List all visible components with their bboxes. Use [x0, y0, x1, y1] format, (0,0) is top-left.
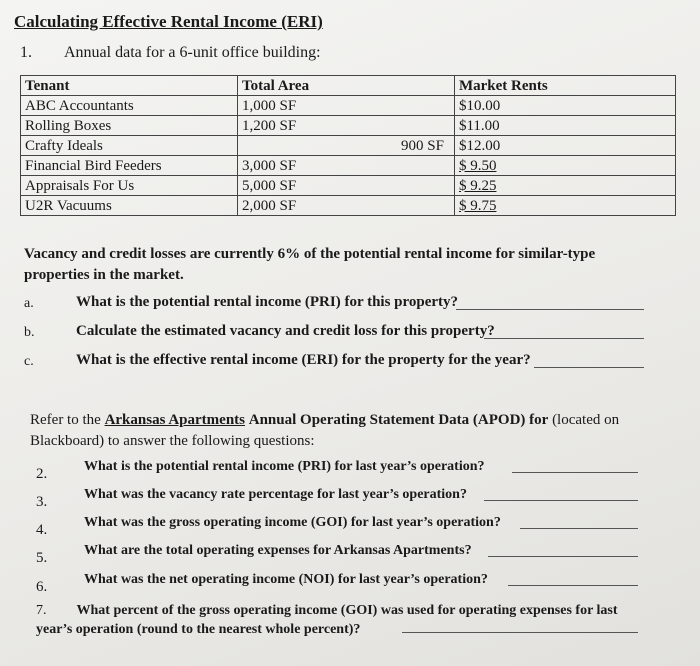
tenant-cell: U2R Vacuums	[21, 196, 238, 216]
header-market-rents: Market Rents	[454, 76, 675, 96]
table-row	[21, 196, 676, 216]
rent-cell: $ 9.50	[454, 156, 675, 176]
sub-question-b-label: b.	[24, 325, 35, 340]
question-2-number: 2.	[36, 466, 48, 482]
answer-line-4[interactable]	[520, 528, 638, 529]
answer-line-2[interactable]	[512, 472, 638, 473]
table-row	[21, 176, 676, 196]
rent-cell: $12.00	[454, 136, 675, 156]
answer-line-5[interactable]	[488, 556, 638, 557]
area-cell: 900 SF	[237, 136, 454, 156]
area-cell: 1,200 SF	[237, 116, 454, 136]
answer-line-6[interactable]	[508, 585, 638, 586]
sub-question-c-text: What is the effective rental income (ERI) for the property for the year?	[76, 352, 531, 368]
answer-line-3[interactable]	[484, 500, 638, 501]
rent-cell: $10.00	[454, 96, 675, 116]
answer-line-a[interactable]	[456, 309, 644, 310]
table-row	[21, 116, 676, 136]
area-cell: 5,000 SF	[237, 176, 454, 196]
sub-question-c-label: c.	[24, 354, 34, 369]
page-title: Calculating Effective Rental Income (ERI)	[14, 12, 323, 31]
tenant-cell: Rolling Boxes	[21, 116, 238, 136]
tenant-cell: Financial Bird Feeders	[21, 156, 238, 176]
area-cell: 2,000 SF	[237, 196, 454, 216]
question-5-text: What are the total operating expenses for Arkansas Apartments?	[84, 543, 472, 558]
area-cell: 3,000 SF	[237, 156, 454, 176]
question-6-number: 6.	[36, 579, 48, 595]
area-cell: 1,000 SF	[237, 96, 454, 116]
question-1-text: Annual data for a 6-unit office building:	[64, 44, 321, 61]
sub-question-a-text: What is the potential rental income (PRI) for this property?	[76, 294, 459, 310]
rental-data-table	[20, 75, 676, 216]
question-7-text: What percent of the gross operating income (GOI) was used for operating expenses for last year’s operation (round to the nearest whole percent)?	[36, 603, 618, 637]
question-7-number: 7.	[36, 603, 47, 618]
header-tenant: Tenant	[21, 76, 238, 96]
question-7	[36, 601, 656, 639]
vacancy-note: Vacancy and credit losses are currently 6% of the potential rental income for similar-type properties in the market.	[24, 246, 596, 283]
question-3-number: 3.	[36, 494, 48, 510]
table-row	[21, 156, 676, 176]
refer-property-name: Arkansas Apartments	[104, 412, 245, 428]
question-3-text: What was the vacancy rate percentage for last year’s operation?	[84, 487, 467, 502]
tenant-cell: ABC Accountants	[21, 96, 238, 116]
question-4-number: 4.	[36, 522, 48, 538]
rent-cell: $ 9.75	[454, 196, 675, 216]
table-row	[21, 136, 676, 156]
table-row	[21, 96, 676, 116]
refer-suffix: (located on Blackboard) to answer the following questions:	[30, 412, 620, 449]
question-2-text: What is the potential rental income (PRI) for last year’s operation?	[84, 459, 485, 474]
rent-cell: $11.00	[454, 116, 675, 136]
question-1-number: 1.	[20, 44, 32, 61]
table-header-row	[21, 76, 676, 96]
sub-question-a-label: a.	[24, 296, 34, 311]
refer-middle: Annual Operating Statement Data (APOD) for	[248, 412, 549, 428]
question-6-text: What was the net operating income (NOI) for last year’s operation?	[84, 572, 488, 587]
header-total-area: Total Area	[237, 76, 454, 96]
tenant-cell: Crafty Ideals	[21, 136, 238, 156]
answer-line-c[interactable]	[534, 367, 644, 368]
refer-paragraph	[30, 410, 650, 452]
question-5-number: 5.	[36, 550, 48, 566]
rent-cell: $ 9.25	[454, 176, 675, 196]
answer-line-b[interactable]	[484, 338, 644, 339]
question-4-text: What was the gross operating income (GOI) for last year’s operation?	[84, 515, 501, 530]
refer-prefix: Refer to the	[30, 412, 101, 428]
tenant-cell: Appraisals For Us	[21, 176, 238, 196]
sub-question-b-text: Calculate the estimated vacancy and credit loss for this property?	[76, 323, 495, 339]
answer-line-7[interactable]	[402, 632, 638, 633]
